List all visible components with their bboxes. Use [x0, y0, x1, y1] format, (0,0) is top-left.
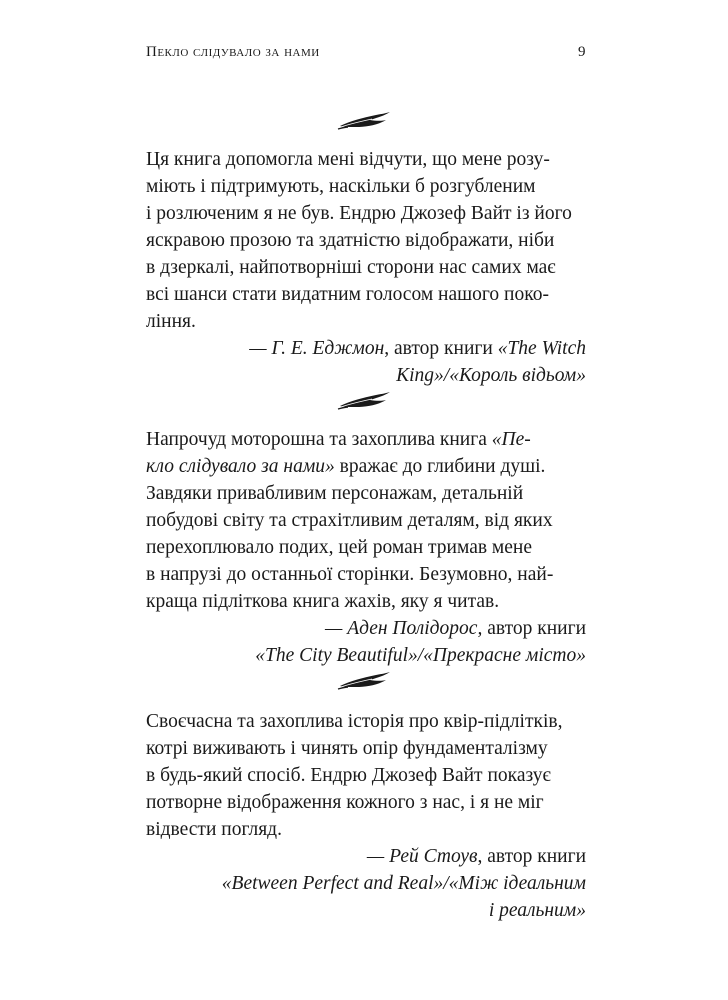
quote-line: Завдяки привабливим персонажам, детальній — [146, 483, 524, 504]
quote-body — [146, 146, 586, 335]
quote-2 — [146, 426, 586, 669]
attribution-text: , автор книги — [477, 846, 586, 867]
quote-author: — Г. Е. Еджмон — [249, 338, 385, 359]
book-title: King»/«Король відьом» — [396, 365, 586, 386]
book-title: і реальним» — [488, 900, 586, 921]
book-title: кло слідувало за нами» — [146, 456, 335, 477]
quote-body — [146, 708, 586, 843]
quote-line: ління. — [146, 311, 196, 332]
quote-line: Ця книга допомогла мені відчути, що мене розу- — [146, 149, 550, 170]
book-title: «The Witch — [497, 338, 586, 359]
feather-icon — [336, 106, 392, 134]
quote-line: Своєчасна та захоплива історія про квір-підлітків, — [146, 711, 563, 732]
quote-line: котрі виживають і чинять опір фундаменталізму — [146, 738, 548, 759]
quote-line: потворне відображення кожного з нас, і я не міг — [146, 792, 544, 813]
page-number: 9 — [578, 44, 586, 60]
quote-attribution — [146, 335, 586, 389]
quote-line: перехоплювало подих, цей роман тримав мене — [146, 537, 533, 558]
quote-line: в дзеркалі, найпотворніші сторони нас самих має — [146, 257, 556, 278]
quote-body — [146, 426, 586, 615]
quote-line: і розлюченим я не був. Ендрю Джозеф Вайт із його — [146, 203, 572, 224]
quote-1 — [146, 146, 586, 389]
quote-author: — Аден Полідорос, — [324, 618, 483, 639]
feather-icon — [336, 666, 392, 694]
quote-line: в будь-який спосіб. Ендрю Джозеф Вайт показує — [146, 765, 551, 786]
quote-attribution — [146, 615, 586, 669]
feather-icon — [336, 386, 392, 414]
quote-line: яскравою прозою та здатністю відображати, ніби — [146, 230, 555, 251]
book-title: «Пе- — [491, 429, 531, 450]
quote-3 — [146, 708, 586, 924]
attribution-text: , автор книги — [384, 338, 498, 359]
quote-line: Напрочуд моторошна та захоплива книга — [146, 429, 492, 450]
quote-line: міють і підтримують, наскільки б розгубленим — [146, 176, 536, 197]
running-title: Пекло слідувало за нами — [146, 44, 320, 60]
book-title: «The City Beautiful»/«Прекрасне місто» — [255, 645, 586, 666]
quote-line: всі шанси стати видатним голосом нашого поко- — [146, 284, 549, 305]
book-title: «Between Perfect and Real»/«Між ідеальним — [221, 873, 586, 894]
attribution-text: автор книги — [482, 618, 586, 639]
quote-line: вражає до глибини душі. — [334, 456, 546, 477]
quote-line: в напрузі до останньої сторінки. Безумовно, най- — [146, 564, 554, 585]
quote-line: побудові світу та страхітливим деталям, від яких — [146, 510, 553, 531]
quote-line: краща підліткова книга жахів, яку я читав. — [146, 591, 500, 612]
running-header — [146, 44, 586, 61]
quote-author: — Рей Стоув — [366, 846, 478, 867]
quote-line: відвести погляд. — [146, 819, 282, 840]
quote-attribution — [146, 843, 586, 924]
